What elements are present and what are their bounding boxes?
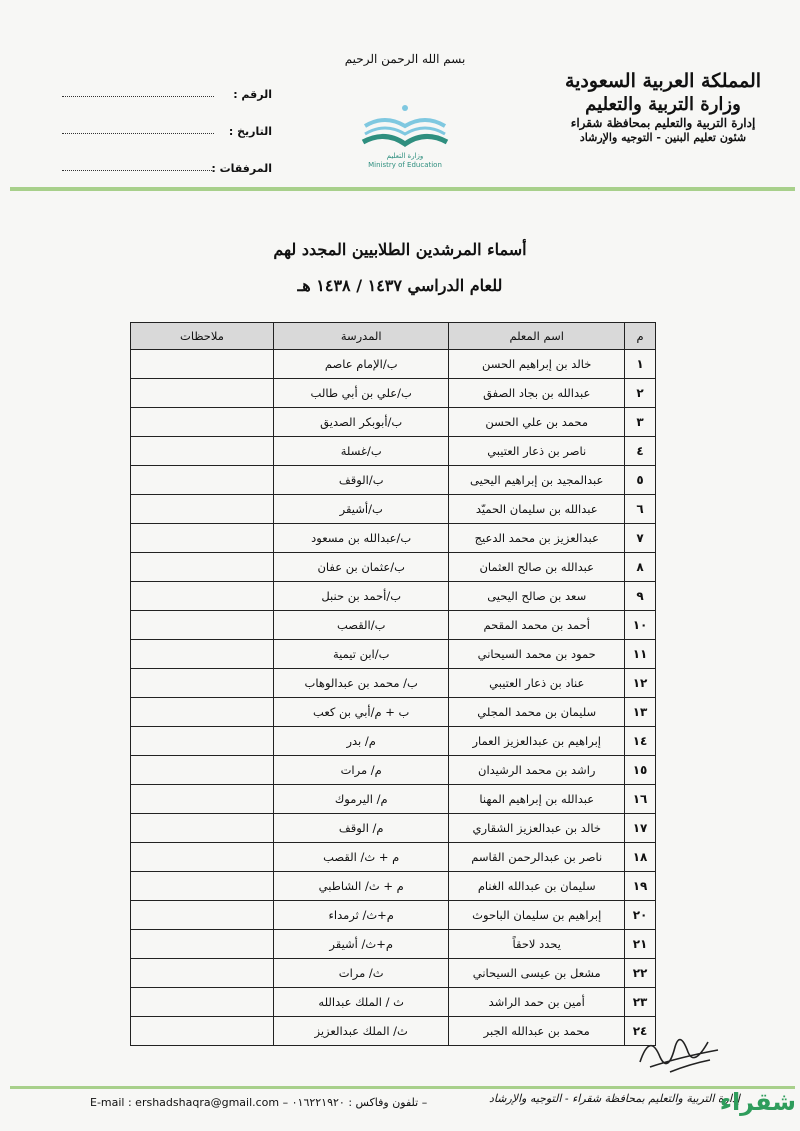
meta-dotted-line bbox=[62, 96, 214, 97]
header-school: المدرسة bbox=[274, 323, 449, 350]
row-number: ١٤ bbox=[625, 727, 656, 756]
school-name: م/ مرات bbox=[274, 756, 449, 785]
footer-contact: E-mail : ershadshaqra@gmail.com – تلفون وفاكس : ٠١٦٢٢١٩٢٠ – bbox=[90, 1096, 428, 1109]
school-name: ب/علي بن أبي طالب bbox=[274, 379, 449, 408]
school-name: م/ بدر bbox=[274, 727, 449, 756]
teacher-name: أمين بن حمد الراشد bbox=[449, 988, 625, 1017]
table-row bbox=[131, 553, 656, 582]
meta-dotted-line bbox=[62, 133, 214, 134]
teacher-name: سليمان بن محمد المجلي bbox=[449, 698, 625, 727]
table-row bbox=[131, 466, 656, 495]
school-name: ب/الإمام عاصم bbox=[274, 350, 449, 379]
row-number: ٣ bbox=[625, 408, 656, 437]
table-row bbox=[131, 756, 656, 785]
ministry-line-directorate: إدارة التربية والتعليم بمحافظة شقراء bbox=[570, 116, 756, 131]
footer-organization: إدارة التربية والتعليم بمحافظة شقراء - التوجيه والإرشاد bbox=[489, 1092, 740, 1105]
notes-cell bbox=[131, 698, 274, 727]
teacher-name: عبدالله بن إبراهيم المهنا bbox=[449, 785, 625, 814]
teacher-name: عناد بن ذعار العتيبي bbox=[449, 669, 625, 698]
table-header-row bbox=[131, 323, 656, 350]
row-number: ١ bbox=[625, 350, 656, 379]
notes-cell bbox=[131, 930, 274, 959]
logo-caption bbox=[355, 152, 455, 170]
teacher-name: مشعل بن عيسى السيحاني bbox=[449, 959, 625, 988]
school-name: ب/عبدالله بن مسعود bbox=[274, 524, 449, 553]
row-number: ١٣ bbox=[625, 698, 656, 727]
ministry-line-kingdom: المملكة العربية السعودية bbox=[564, 70, 762, 92]
table-row bbox=[131, 437, 656, 466]
notes-cell bbox=[131, 785, 274, 814]
row-number: ٢٠ bbox=[625, 901, 656, 930]
teacher-name: خالد بن عبدالعزيز الشقاري bbox=[449, 814, 625, 843]
school-name: م + ث/ القصب bbox=[274, 843, 449, 872]
school-name: ب/غسلة bbox=[274, 437, 449, 466]
school-name: ب/أشيقر bbox=[274, 495, 449, 524]
row-number: ١٧ bbox=[625, 814, 656, 843]
table-row bbox=[131, 582, 656, 611]
row-number: ٢ bbox=[625, 379, 656, 408]
school-name: م+ث/ أشيقر bbox=[274, 930, 449, 959]
row-number: ٤ bbox=[625, 437, 656, 466]
notes-cell bbox=[131, 582, 274, 611]
teacher-name: محمد بن عبدالله الجبر bbox=[449, 1017, 625, 1046]
notes-cell bbox=[131, 495, 274, 524]
table-row bbox=[131, 727, 656, 756]
table-row bbox=[131, 350, 656, 379]
meta-label-attachments: المرفقات : bbox=[211, 162, 272, 175]
ministry-header bbox=[538, 70, 788, 145]
teacher-name: إبراهيم بن عبدالعزيز العمار bbox=[449, 727, 625, 756]
school-name: ب/الوقف bbox=[274, 466, 449, 495]
notes-cell bbox=[131, 756, 274, 785]
teacher-name: راشد بن محمد الرشيدان bbox=[449, 756, 625, 785]
logo-caption-ar: وزارة التعليم bbox=[386, 152, 424, 160]
table-row bbox=[131, 843, 656, 872]
row-number: ١٥ bbox=[625, 756, 656, 785]
signature-icon bbox=[630, 1022, 725, 1082]
table-row bbox=[131, 524, 656, 553]
row-number: ٢٢ bbox=[625, 959, 656, 988]
notes-cell bbox=[131, 727, 274, 756]
teacher-name: إبراهيم بن سليمان الباحوث bbox=[449, 901, 625, 930]
table-row bbox=[131, 698, 656, 727]
school-name: ب/القصب bbox=[274, 611, 449, 640]
site-watermark: شقراء bbox=[719, 1088, 796, 1116]
table-row bbox=[131, 959, 656, 988]
school-name: ث/ الملك عبدالعزيز bbox=[274, 1017, 449, 1046]
table-row bbox=[131, 814, 656, 843]
counselors-table bbox=[130, 322, 656, 1046]
teacher-name: ناصر بن ذعار العتيبي bbox=[449, 437, 625, 466]
school-name: ب/أحمد بن حنبل bbox=[274, 582, 449, 611]
teacher-name: خالد بن إبراهيم الحسن bbox=[449, 350, 625, 379]
teacher-name: عبدالله بن سليمان الحميّد bbox=[449, 495, 625, 524]
basmala: بسم الله الرحمن الرحيم bbox=[344, 52, 466, 66]
row-number: ١١ bbox=[625, 640, 656, 669]
meta-row-number bbox=[62, 88, 272, 104]
notes-cell bbox=[131, 379, 274, 408]
meta-label-date: التاريخ : bbox=[228, 125, 272, 138]
school-name: ب/أبوبكر الصديق bbox=[274, 408, 449, 437]
teacher-name: سليمان بن عبدالله الغنام bbox=[449, 872, 625, 901]
notes-cell bbox=[131, 524, 274, 553]
school-name: م + ث/ الشاطبي bbox=[274, 872, 449, 901]
notes-cell bbox=[131, 872, 274, 901]
school-name: ب + م/أبي بن كعب bbox=[274, 698, 449, 727]
row-number: ٩ bbox=[625, 582, 656, 611]
row-number: ١٦ bbox=[625, 785, 656, 814]
meta-row-attachments bbox=[62, 162, 272, 178]
table-row bbox=[131, 1017, 656, 1046]
school-name: م/ اليرموك bbox=[274, 785, 449, 814]
row-number: ٢٤ bbox=[625, 1017, 656, 1046]
teacher-name: سعد بن صالح اليحيى bbox=[449, 582, 625, 611]
notes-cell bbox=[131, 959, 274, 988]
ministry-line-ministry: وزارة التربية والتعليم bbox=[585, 93, 741, 115]
table-row bbox=[131, 872, 656, 901]
teacher-name: يحدد لاحقاً bbox=[449, 930, 625, 959]
logo-caption-en: Ministry of Education bbox=[368, 161, 442, 170]
table-row bbox=[131, 988, 656, 1017]
row-number: ٢١ bbox=[625, 930, 656, 959]
notes-cell bbox=[131, 553, 274, 582]
notes-cell bbox=[131, 611, 274, 640]
school-name: ب/ محمد بن عبدالوهاب bbox=[274, 669, 449, 698]
school-name: ث / الملك عبدالله bbox=[274, 988, 449, 1017]
school-name: ب/عثمان بن عفان bbox=[274, 553, 449, 582]
notes-cell bbox=[131, 640, 274, 669]
teacher-name: ناصر بن عبدالرحمن القاسم bbox=[449, 843, 625, 872]
table-row bbox=[131, 785, 656, 814]
table-row bbox=[131, 495, 656, 524]
row-number: ٧ bbox=[625, 524, 656, 553]
teacher-name: عبدالمجيد بن إبراهيم اليحيى bbox=[449, 466, 625, 495]
ministry-logo-icon bbox=[355, 92, 455, 152]
row-number: ١٢ bbox=[625, 669, 656, 698]
teacher-name: عبدالعزيز بن محمد الدعيج bbox=[449, 524, 625, 553]
teacher-name: عبدالله بن بجاد الصفق bbox=[449, 379, 625, 408]
header-number: م bbox=[625, 323, 656, 350]
row-number: ٢٣ bbox=[625, 988, 656, 1017]
notes-cell bbox=[131, 350, 274, 379]
row-number: ٦ bbox=[625, 495, 656, 524]
school-name: م+ث/ ثرمداء bbox=[274, 901, 449, 930]
notes-cell bbox=[131, 466, 274, 495]
table-row bbox=[131, 930, 656, 959]
document-title: أسماء المرشدين الطلابيين المجدد لهم bbox=[273, 240, 527, 259]
header-notes: ملاحظات bbox=[131, 323, 274, 350]
ministry-line-department: شئون تعليم البنين - التوجيه والإرشاد bbox=[579, 131, 747, 145]
school-name: ث/ مرات bbox=[274, 959, 449, 988]
document-subtitle: للعام الدراسي ١٤٣٧ / ١٤٣٨ هـ bbox=[297, 276, 503, 295]
school-name: م/ الوقف bbox=[274, 814, 449, 843]
notes-cell bbox=[131, 901, 274, 930]
meta-dotted-line bbox=[62, 170, 214, 171]
header-teacher-name: اسم المعلم bbox=[449, 323, 625, 350]
meta-label-number: الرقم : bbox=[233, 88, 272, 101]
notes-cell bbox=[131, 843, 274, 872]
teacher-name: أحمد بن محمد المقحم bbox=[449, 611, 625, 640]
footer-divider bbox=[10, 1086, 795, 1089]
teacher-name: عبدالله بن صالح العثمان bbox=[449, 553, 625, 582]
teacher-name: محمد بن علي الحسن bbox=[449, 408, 625, 437]
school-name: ب/ابن تيمية bbox=[274, 640, 449, 669]
notes-cell bbox=[131, 408, 274, 437]
meta-row-date bbox=[62, 125, 272, 141]
table-row bbox=[131, 408, 656, 437]
notes-cell bbox=[131, 814, 274, 843]
table-row bbox=[131, 640, 656, 669]
table-row bbox=[131, 611, 656, 640]
row-number: ٥ bbox=[625, 466, 656, 495]
table-row bbox=[131, 379, 656, 408]
notes-cell bbox=[131, 1017, 274, 1046]
row-number: ١٠ bbox=[625, 611, 656, 640]
table-row bbox=[131, 669, 656, 698]
notes-cell bbox=[131, 437, 274, 466]
row-number: ١٨ bbox=[625, 843, 656, 872]
notes-cell bbox=[131, 988, 274, 1017]
teacher-name: حمود بن محمد السيحاني bbox=[449, 640, 625, 669]
table-body bbox=[131, 350, 656, 1046]
row-number: ٨ bbox=[625, 553, 656, 582]
header-divider bbox=[10, 187, 795, 191]
notes-cell bbox=[131, 669, 274, 698]
table-row bbox=[131, 901, 656, 930]
row-number: ١٩ bbox=[625, 872, 656, 901]
